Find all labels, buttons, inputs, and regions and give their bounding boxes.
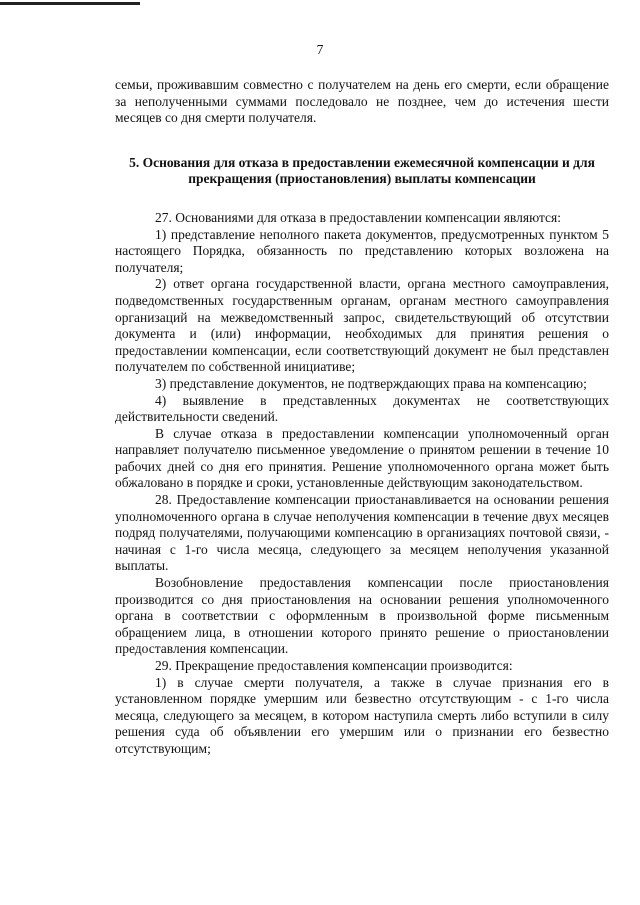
paragraph-29-item-1: 1) в случае смерти получателя, а также в случае признания его в установленном порядке умершим или безвестно отсутствующим - с 1-го числа месяца, следующего за месяцем, в котором наступила смерть либо вступили в силу решения суда об объявлении его умершим или о признании его безвестно отсутствующим; [115, 674, 609, 756]
page-number: 7 [316, 42, 324, 57]
paragraph-27-item-3: 3) представление документов, не подтверждающих права на компенсацию; [155, 375, 587, 391]
corner-rule-mark [0, 2, 140, 5]
paragraph-27-item-1: 1) представление неполного пакета документов, предусмотренных пунктом 5 настоящего Порядка, обязанность по представлению которых возложена на получателя; [115, 226, 609, 275]
document-body [115, 77, 609, 758]
paragraph-27: 27. Основаниями для отказа в предоставлении компенсации являются: [155, 209, 562, 225]
section-heading: 5. Основания для отказа в предоставлении ежемесячной компенсации и для прекращения (приостановления) выплаты компенсации [129, 154, 595, 187]
paragraph-28: 28. Предоставление компенсации приостанавливается на основании решения уполномоченного органа в случае неполучения компенсации в течение двух месяцев подряд получателями, получающими компенсацию в организациях почтовой связи, - начиная с 1-го числа месяца, следующего за месяцем неполучения указанной выплаты. [115, 492, 609, 574]
paragraph-27-item-4: 4) выявление в представленных документах не соответствующих действительности сведений. [115, 392, 609, 425]
paragraph-27-item-2: 2) ответ органа государственной власти, органа местного самоуправления, подведомственных государственным органам, органам местного самоуправления организаций на межведомственный запрос, свидетельствующий об отсутствии документа и (или) информации, необходимых для принятия решения о предоставлении компенсации, если соответствующий документ не был представлен получателем по собственной инициативе; [115, 276, 609, 375]
paragraph-refusal-notice: В случае отказа в предоставлении компенсации уполномоченный орган направляет получателю письменное уведомление о принятом решении в течение 10 рабочих дней со дня его принятия. Решение уполномоченного органа может быть обжаловано в порядке и сроки, установленные действующим законодательством. [115, 425, 609, 491]
paragraph-resumption: Возобновление предоставления компенсации после приостановления производится со дня приостановления на основании решения уполномоченного органа в соответствии с оформленным в произвольной форме письменным обращением лица, в отношении которого принято решение о приостановлении предоставления компенсации. [115, 575, 609, 657]
paragraph-29: 29. Прекращение предоставления компенсации производится: [155, 658, 513, 673]
intro-paragraph: семьи, проживавшим совместно с получателем на день его смерти, если обращение за неполученными суммами последовало не позднее, чем до истечения шести месяцев со дня смерти получателя. [115, 77, 609, 126]
